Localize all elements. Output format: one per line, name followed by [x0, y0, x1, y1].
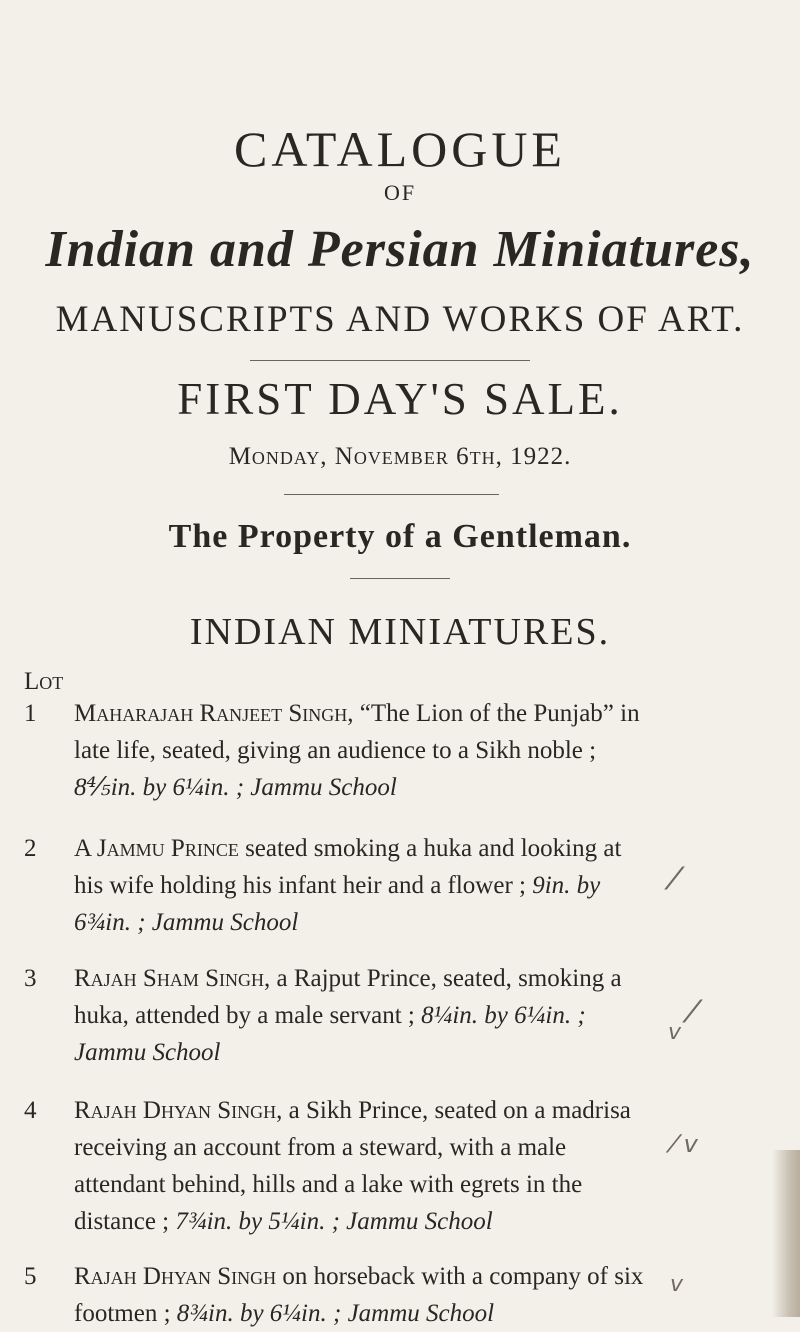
lot-entry [24, 960, 644, 1071]
lot-description: seated smoking a huka and looking at his wife holding his infant heir and a flower ; [74, 835, 622, 899]
lot-number: 2 [24, 835, 37, 862]
margin-annotation: ⁄ [672, 862, 678, 897]
subtitle-heading: MANUSCRIPTS AND WORKS OF ART. [55, 299, 745, 340]
lot-title: Rajah Dhyan Singh [74, 1263, 277, 1290]
lot-entry [24, 695, 644, 806]
lot-dimensions: 8¼in. by 6¼in. ; Jammu School [74, 1002, 586, 1066]
sale-heading: FIRST DAY'S SALE. [177, 374, 623, 424]
lot-number: 3 [24, 965, 37, 992]
lot-description: a Rajput Prince, seated, smoking a huka, attended by a male servant ; [74, 965, 622, 1029]
lot-entry [24, 1258, 644, 1332]
lot-dimensions: 7¾in. by 5¼in. ; Jammu School [175, 1208, 493, 1235]
property-heading: The Property of a Gentleman. [168, 518, 632, 555]
lot-dimensions: 8¾in. by 6¼in. ; Jammu School [176, 1300, 495, 1327]
lot-number: 4 [24, 1097, 37, 1124]
lot-title: Rajah Sham Singh, [74, 965, 271, 992]
sale-date: Monday, November 6th, 1922. [228, 443, 572, 470]
lot-entry [24, 830, 644, 941]
divider-rule [250, 360, 530, 361]
of-label: OF [383, 180, 417, 205]
lot-dimensions: 9in. by 6¾in. ; Jammu School [74, 872, 601, 936]
divider-rule [350, 578, 450, 579]
subject-heading: Indian and Persian Miniatures, [45, 221, 755, 278]
margin-annotation: ⁄ [690, 995, 696, 1030]
lot-title: A Jammu Prince [74, 835, 239, 862]
lot-title: Rajah Dhyan Singh, [74, 1097, 283, 1124]
section-heading: INDIAN MINIATURES. [189, 611, 611, 653]
margin-annotation: ⁄ v [672, 1130, 698, 1158]
lot-dimensions: 8⅘in. by 6¼in. ; Jammu School [74, 774, 397, 801]
lot-column-heading: Lot [24, 668, 64, 695]
lot-description: on horseback with a company of six footmen ; [74, 1263, 644, 1327]
margin-annotation: v [668, 1020, 682, 1045]
margin-annotation: v [670, 1272, 684, 1297]
divider-rule [284, 494, 499, 495]
page-edge-shadow [772, 1150, 800, 1317]
lot-description: “The Lion of the Punjab” in late life, seated, giving an audience to a Sikh noble ; [74, 700, 640, 764]
lot-title: Maharajah Ranjeet Singh, [74, 700, 354, 727]
lot-entry [24, 1092, 644, 1240]
catalogue-title: CATALOGUE [234, 121, 566, 177]
lot-number: 1 [24, 700, 37, 727]
lot-description: a Sikh Prince, seated on a madrisa receiving an account from a steward, with a male attendant behind, hills and a lake with egrets in the distance ; [74, 1097, 631, 1235]
lot-number: 5 [24, 1263, 37, 1290]
